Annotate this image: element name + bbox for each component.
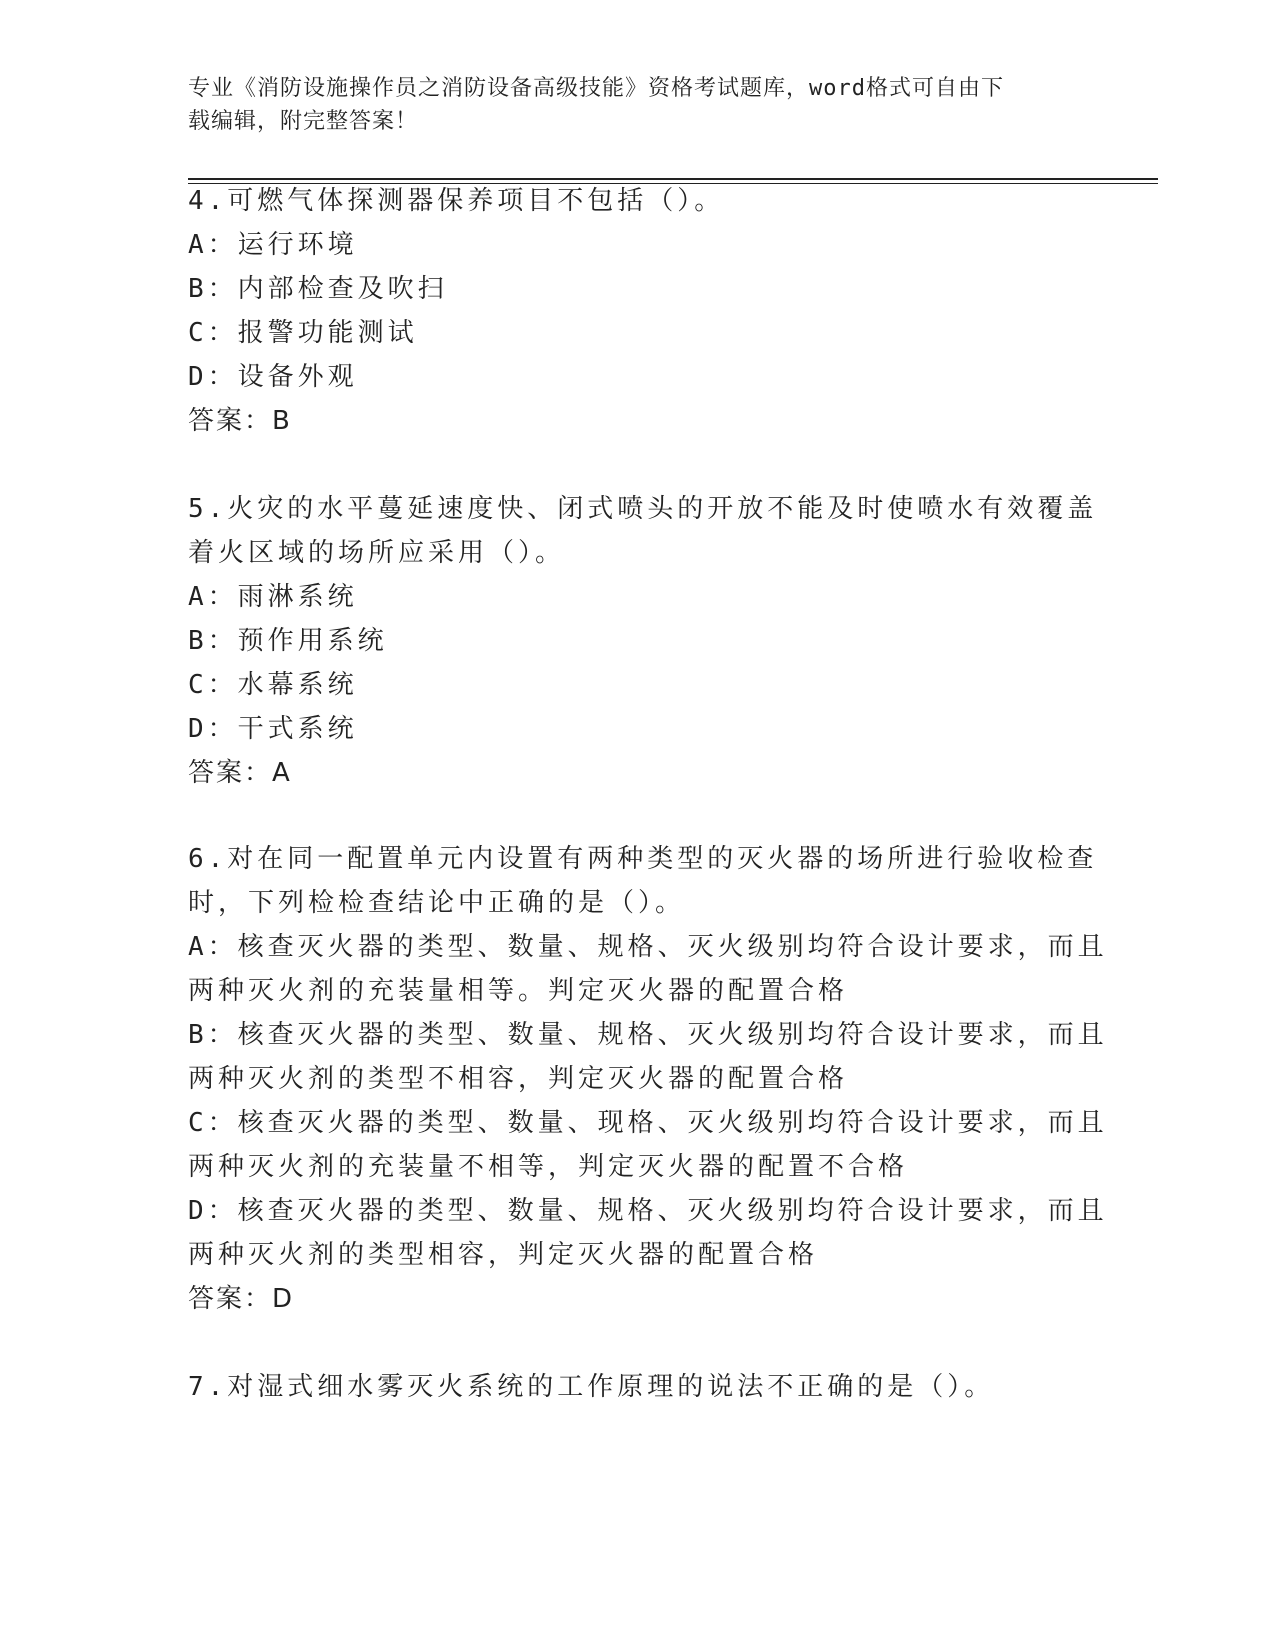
question-6-stem-line-2: 时，下列检检查结论中正确的是（）。 (188, 888, 686, 918)
question-6-option-c-line-2: 两种灭火剂的充装量不相等，判定灭火器的配置不合格 (188, 1152, 909, 1182)
question-4-option-a: A：运行环境 (188, 230, 358, 260)
question-6-option-d-line-1: D：核查灭火器的类型、数量、规格、灭火级别均符合设计要求，而且 (188, 1196, 1108, 1226)
question-5-option-b: B：预作用系统 (188, 626, 388, 656)
question-7-stem-line-1: 7.对湿式细水雾灭火系统的工作原理的说法不正确的是（）。 (188, 1372, 995, 1402)
header-divider-thick (188, 178, 1158, 180)
document-header (188, 72, 1078, 138)
question-4-option-d: D：设备外观 (188, 362, 358, 392)
question-5-stem-line-2: 着火区域的场所应采用（）。 (188, 538, 566, 568)
question-6-answer: 答案：D (188, 1284, 295, 1314)
question-5-option-d: D：干式系统 (188, 714, 358, 744)
header-line-2: 载编辑，附完整答案！ (188, 109, 419, 134)
question-6-option-d-line-2: 两种灭火剂的类型相容，判定灭火器的配置合格 (188, 1240, 819, 1270)
question-4-option-c: C：报警功能测试 (188, 318, 418, 348)
question-5-stem-line-1: 5.火灾的水平蔓延速度快、闭式喷头的开放不能及时使喷水有效覆盖 (188, 494, 1098, 524)
question-6-option-a-line-2: 两种灭火剂的充装量相等。判定灭火器的配置合格 (188, 976, 849, 1006)
question-6-option-a-line-1: A：核查灭火器的类型、数量、规格、灭火级别均符合设计要求，而且 (188, 932, 1108, 962)
header-divider-thin (188, 183, 1158, 184)
header-line-1: 专业《消防设施操作员之消防设备高级技能》资格考试题库，word格式可自由下 (188, 76, 1004, 101)
question-5-option-c: C：水幕系统 (188, 670, 358, 700)
question-6-option-b-line-1: B：核查灭火器的类型、数量、规格、灭火级别均符合设计要求，而且 (188, 1020, 1108, 1050)
question-6-option-c-line-1: C：核查灭火器的类型、数量、现格、灭火级别均符合设计要求，而且 (188, 1108, 1108, 1138)
question-5-answer: 答案：A (188, 758, 292, 788)
question-6-option-b-line-2: 两种灭火剂的类型不相容，判定灭火器的配置合格 (188, 1064, 849, 1094)
question-6-stem-line-1: 6.对在同一配置单元内设置有两种类型的灭火器的场所进行验收检查 (188, 844, 1098, 874)
question-4-answer: 答案：B (188, 406, 292, 436)
question-4-option-b: B：内部检查及吹扫 (188, 274, 448, 304)
question-4-stem-line-1: 4.可燃气体探测器保养项目不包括（）。 (188, 186, 725, 216)
question-5-option-a: A：雨淋系统 (188, 582, 358, 612)
